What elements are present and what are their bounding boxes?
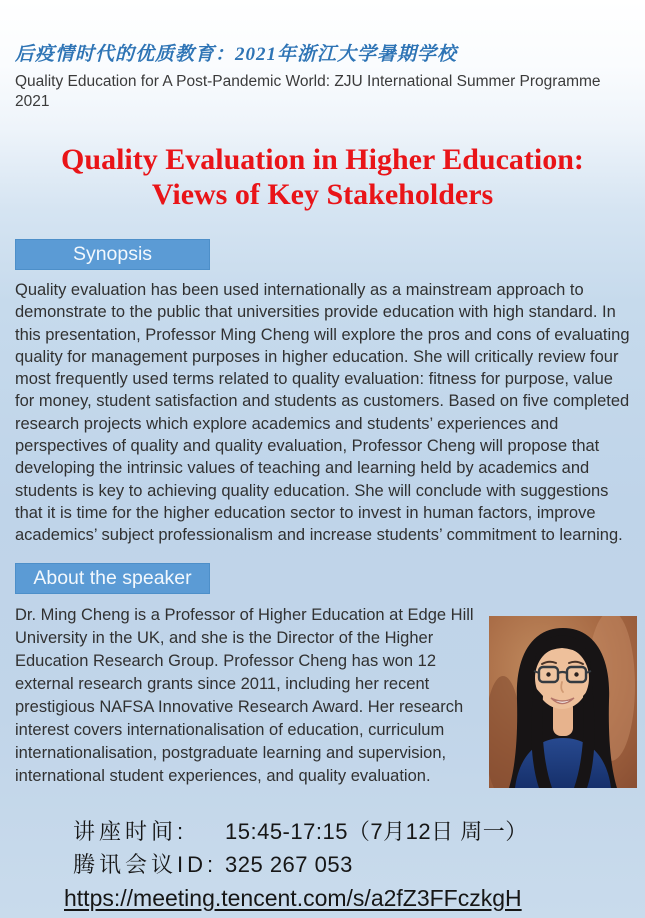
about-speaker-heading-banner <box>15 563 210 594</box>
programme-header <box>0 0 645 112</box>
speaker-section <box>15 604 637 788</box>
synopsis-heading-label: Synopsis <box>72 243 153 265</box>
schedule-info <box>73 815 645 881</box>
synopsis-heading-banner <box>15 239 210 270</box>
lecture-title <box>0 142 645 212</box>
meeting-id-row <box>73 848 645 881</box>
meeting-id-label: 腾讯会议ID: <box>73 851 218 877</box>
synopsis-paragraph: Quality evaluation has been used internationally as a mainstream approach to demonstrate to the public that universities provide education with high standard. In this presentation, Professor Ming Cheng will explore the pros and cons of evaluating quality for management purposes in higher education. She will critically review four most frequently used terms related to quality evaluation: fitness for purpose, value for money, student satisfaction and students as customers. Based on five completed research projects which explore academics and students’ experiences and perspectives of quality and quality evaluation, Professor Cheng will propose that developing the intrinsic values of teaching and learning held by academics and students is key to achieving quality education. She will conclude with suggestions that it is time for the higher education sector to invest in human factors, improve academics’ subject professionalism and increase students’ commitment to learning. <box>15 281 630 545</box>
speaker-photo <box>489 616 637 788</box>
lecture-time-label: 讲座时间: <box>73 818 188 844</box>
speaker-portrait-illustration <box>489 616 637 788</box>
programme-title-chinese: 后疫情时代的优质教育：2021年浙江大学暑期学校 <box>15 44 458 65</box>
speaker-bio-paragraph: Dr. Ming Cheng is a Professor of Higher Education at Edge Hill University in the UK, and she is the Director of the Higher Education Research Group. Professor Cheng has won 12 external research grants since 2011, including her recent prestigious NAFSA Innovative Research Award. Her research interest covers internationalisation of education, curriculum internationalisation, postgraduate learning and supervision, international student experiences, and quality evaluation. <box>15 605 474 785</box>
meeting-link[interactable]: https://meeting.tencent.com/s/a2fZ3FFczkgH <box>64 884 522 911</box>
about-speaker-heading-label: About the speaker <box>33 566 192 589</box>
lecture-title-line2: Views of Key Stakeholders <box>151 178 494 211</box>
lecture-time-row <box>73 815 645 848</box>
programme-title-english: Quality Education for A Post-Pandemic World: ZJU International Summer Programme 2021 <box>15 73 601 110</box>
meeting-id-value: 325 267 053 <box>225 851 353 877</box>
lecture-time-value: 15:45-17:15（7月12日 周一） <box>225 818 528 844</box>
lecture-title-line1: Quality Evaluation in Higher Education: <box>61 143 584 176</box>
